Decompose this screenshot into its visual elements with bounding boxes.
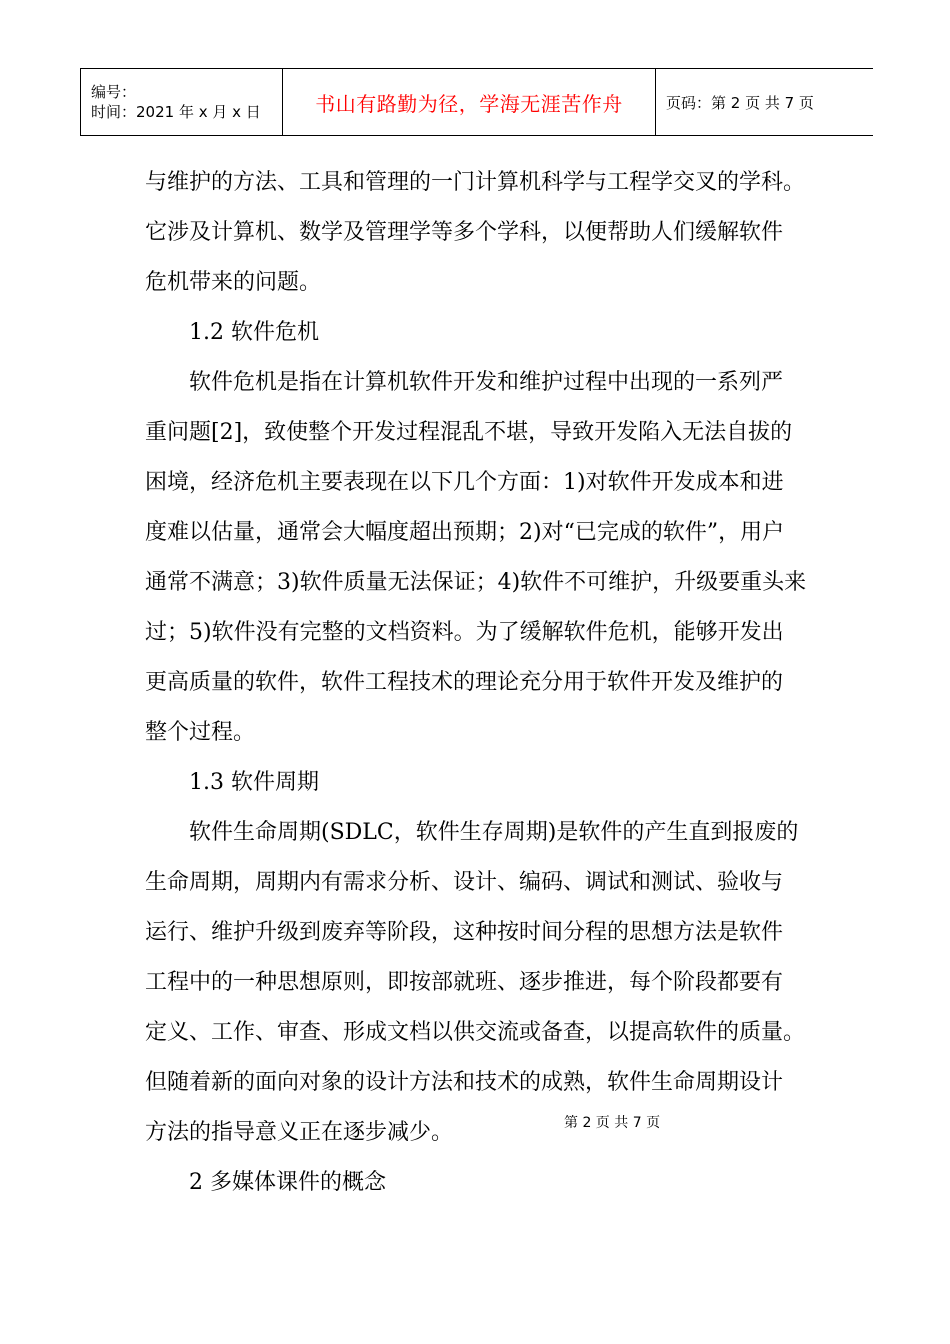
paragraph-line: 软件生命周期(SDLC，软件生存周期)是软件的产生直到报废的: [189, 820, 799, 845]
paragraph-line: 它涉及计算机、数学及管理学等多个学科，以便帮助人们缓解软件: [145, 220, 784, 245]
paragraph-line: 软件危机是指在计算机软件开发和维护过程中出现的一系列严: [189, 370, 784, 395]
document-date-label: 时间：2021 年 x 月 x 日: [91, 103, 261, 121]
document-number-label: 编号：: [91, 83, 137, 101]
paragraph-line: 更高质量的软件，软件工程技术的理论充分用于软件开发及维护的: [145, 670, 784, 695]
paragraph-line: 度难以估量，通常会大幅度超出预期；2)对“已完成的软件”，用户: [145, 520, 785, 545]
section-heading-2: 2 多媒体课件的概念: [189, 1170, 386, 1195]
paragraph-line: 过；5)软件没有完整的文档资料。为了缓解软件危机，能够开发出: [145, 620, 784, 645]
motto-text: 书山有路勤为径，学海无涯苦作舟: [315, 91, 623, 116]
header-page-cell: [656, 69, 874, 136]
footer-page-number: 第 2 页 共 7 页: [564, 1115, 661, 1131]
paragraph-line: 工程中的一种思想原则，即按部就班、逐步推进，每个阶段都要有: [145, 970, 784, 995]
paragraph-line: 整个过程。: [145, 720, 256, 745]
paragraph-line: 重问题[2]，致使整个开发过程混乱不堪，导致开发陷入无法自拔的: [145, 420, 793, 445]
header-motto-cell: [283, 69, 656, 136]
paragraph-line: 危机带来的问题。: [145, 270, 322, 295]
paragraph-line: 生命周期，周期内有需求分析、设计、编码、调试和测试、验收与: [145, 870, 784, 895]
paragraph-line: 与维护的方法、工具和管理的一门计算机科学与工程学交叉的学科。: [145, 170, 806, 195]
section-heading-1-3: 1.3 软件周期: [189, 770, 319, 795]
paragraph-line: 定义、工作、审查、形成文档以供交流或备查，以提高软件的质量。: [145, 1020, 806, 1045]
header-table: [80, 68, 873, 136]
paragraph-line: 通常不满意；3)软件质量无法保证；4)软件不可维护，升级要重头来: [145, 570, 807, 595]
header-page-info: 页码：第 2 页 共 7 页: [666, 93, 814, 112]
paragraph-line: 困境，经济危机主要表现在以下几个方面：1)对软件开发成本和进: [145, 470, 784, 495]
header-meta-cell: [81, 69, 283, 136]
document-body: [145, 158, 825, 1208]
section-heading-1-2: 1.2 软件危机: [189, 320, 319, 345]
paragraph-line: 方法的指导意义正在逐步减少。: [145, 1120, 454, 1145]
paragraph-line: 运行、维护升级到废弃等阶段，这种按时间分程的思想方法是软件: [145, 920, 784, 945]
paragraph-line: 但随着新的面向对象的设计方法和技术的成熟，软件生命周期设计: [145, 1070, 784, 1095]
